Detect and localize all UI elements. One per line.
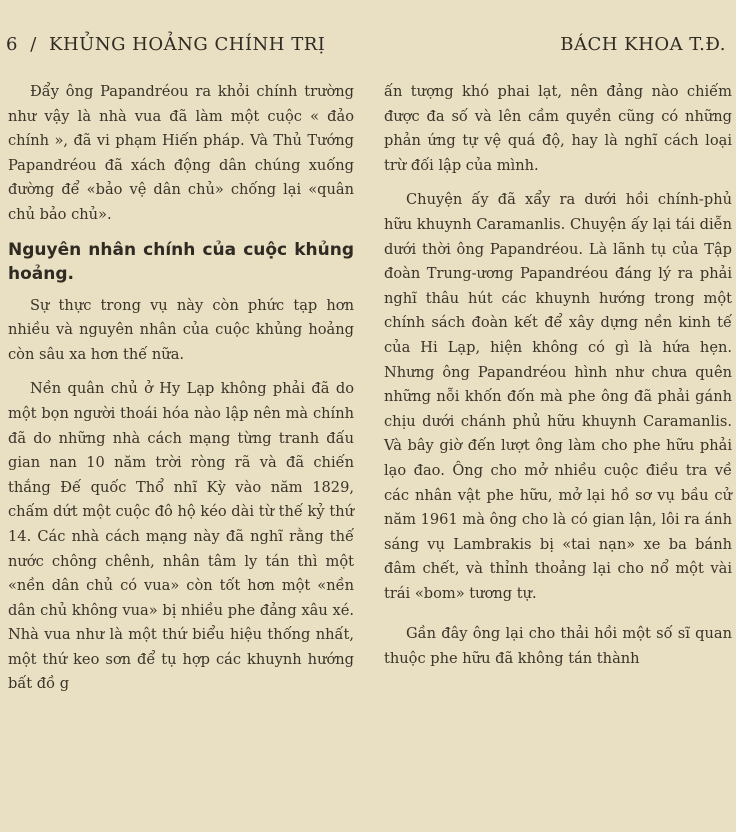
paragraph: Chuyện ấy đã xẩy ra dưới hồi chính-phủ hữu khuynh Caramanlis. Chuyện ấy lại tái diễn dưới thời ông Papandréou. Là lãnh tụ của Tập đoàn Trung-ương Papandréou đáng lý ra phải nghĩ thâu hút các khuynh hướng trong một chính sách đoàn kết để xây dựng nền kinh tế của Hi Lạp, hiện không có gì là hứa hẹn. Nhưng ông Papandréou hình như chưa quên những nỗi khốn đốn mà phe ông đã phải gánh chịu dưới chánh phủ hữu khuynh Caramanlis. Và bây giờ đến lượt ông làm cho phe hữu phải lạo đao. Ông cho mở nhiều cuộc điều tra về các nhân vật phe hữu, mở lại hồ sơ vụ bầu cử năm 1961 mà ông cho là có gian lận, lôi ra ánh sáng vụ Lambrakis bị «tai nạn» xe ba bánh đâm chết, và thỉnh thoảng lại cho nổ một vài trái «bom» tương tự. — [384, 191, 732, 602]
header-separator: / — [30, 34, 37, 55]
header-left — [6, 34, 325, 55]
section-heading: Nguyên nhân chính của cuộc khủng hoảng. — [8, 239, 354, 284]
left-column — [8, 80, 354, 697]
paragraph: Đẩy ông Papandréou ra khỏi chính trường như vậy là nhà vua đã làm một cuộc « đảo chính », đã vi phạm Hiến pháp. Và Thủ Tướng Papandréou đã xách động dân chúng xuống đường để «bảo vệ dân chủ» chống lại «quân chủ bảo chủ». — [8, 83, 354, 223]
right-column — [384, 80, 732, 672]
paragraph: Gần đây ông lại cho thải hồi một số sĩ quan thuộc phe hữu đã không tán thành — [384, 625, 732, 668]
paragraph: Nền quân chủ ở Hy Lạp không phải đã do một bọn người thoái hóa nào lập nên mà chính đã do những nhà cách mạng từng tranh đấu gian nan 10 năm trời ròng rã và đã chiến thắng Đế quốc Thổ nhĩ Kỳ vào năm 1829, chấm dứt một cuộc đô hộ kéo dài từ thế kỷ thứ 14. Các nhà cách mạng này đã nghĩ rằng thế nước chông chênh, nhân tâm ly tán thì một «nền dân chủ có vua» còn tốt hơn một «nền dân chủ không vua» bị nhiều phe đảng xâu xé. Nhà vua như là một thứ biểu hiệu thống nhất, một thứ keo sơn để tụ hợp các khuynh hướng bất đồ g — [8, 380, 354, 693]
paragraph: Sự thực trong vụ này còn phức tạp hơn nhiều và nguyên nhân của cuộc khủng hoảng còn sâu xa hơn thế nữa. — [8, 296, 354, 363]
paragraph: ấn tượng khó phai lạt, nên đảng nào chiếm được đa số và lên cầm quyền cũng có những phản ứng tự vệ quá độ, hay là nghĩ cách loại trừ đối lập của mình. — [384, 83, 732, 174]
publication-name: BÁCH KHOA T.Đ. — [560, 34, 726, 55]
page-number: 6 — [6, 34, 18, 55]
section-title: KHỦNG HOẢNG CHÍNH TRỊ — [49, 34, 326, 55]
running-header — [6, 34, 730, 64]
